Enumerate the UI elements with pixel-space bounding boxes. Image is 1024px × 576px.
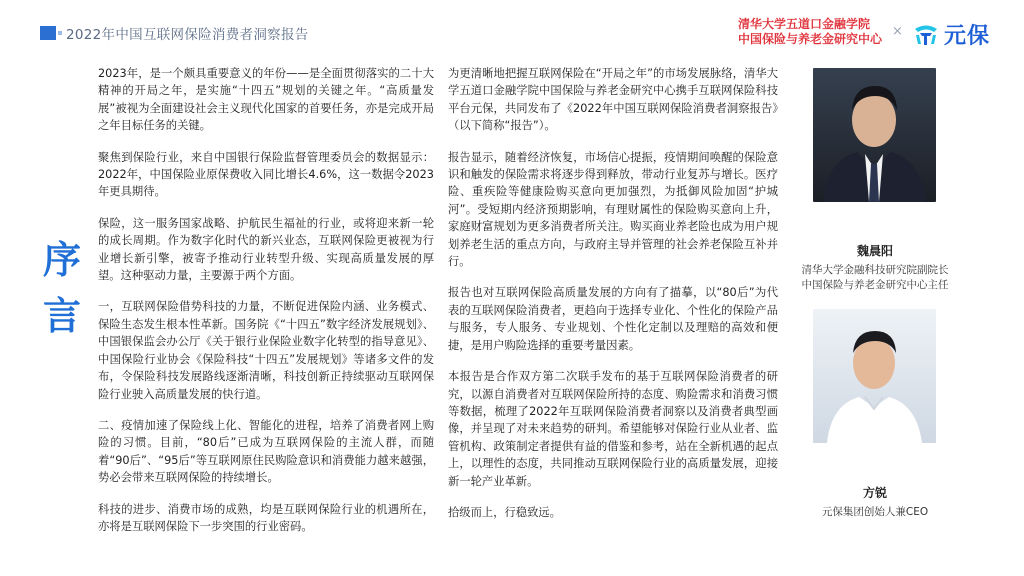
paragraph: 聚焦到保险行业，来自中国银行保险监督管理委员会的数据显示：2022年，中国保险业原保费收入同比增长4.6%，这一数据令2023年更具期待。 <box>98 150 434 199</box>
section-title: 序言 <box>42 238 81 338</box>
author-title-line: 元保集团创始人兼CEO <box>821 506 929 518</box>
paragraph: 报告显示，随着经济恢复，市场信心提振，疫情期间唤醒的保险意识和触发的保险需求将逐步得到释放，带动行业复苏与增长。医疗险、重疾险等健康险购买意向更加强烈，为抵御风险加固“护城河”。受短期内经济预期影响，有理财属性的保险购买意向上升，家庭财富规划为更多消费者所关注。购买商业养老险也成为用户规划养老生活的重点方向，与政府主导并管理的社会养老保险互补并行。 <box>448 150 778 269</box>
paragraph: 保险，这一服务国家战略、护航民生福祉的行业，或将迎来新一轮的成长周期。作为数字化时代的新兴业态，互联网保险更被视为行业增长新引擎，被寄予推动行业转型升级、实现高质量发展的厚望。这种驱动力量，主要源于两个方面。 <box>98 216 434 283</box>
paragraph: 二、疫情加速了保险线上化、智能化的进程，培养了消费者网上购险的习惯。目前，“80后”已成为互联网保险的主流人群，而随着“90后”、“95后”等互联网原住民购险意识和消费能力越来越强，势必会带来互联网保险的持续增长。 <box>98 418 434 485</box>
collaboration-separator: × <box>892 24 903 39</box>
paragraph: 科技的进步、消费市场的成熟，均是互联网保险行业的机遇所在，亦将是互联网保险下一步突围的行业密码。 <box>98 502 434 533</box>
paragraph: 2023年，是一个颇具重要意义的年份——是全面贯彻落实的二十大精神的开局之年，是实施“十四五”规划的关键之年。“高质量发展”被视为全面建设社会主义现代化国家的首要任务，亦是完成开局之年目标任务的关键。 <box>98 67 434 133</box>
person-portrait-icon <box>813 309 936 443</box>
report-title: 2022年中国互联网保险消费者洞察报告 <box>66 27 309 43</box>
author-name-1: 魏晨阳 <box>856 244 893 258</box>
partner-line-1: 清华大学五道口金融学院 <box>738 17 871 31</box>
header-accent-mark <box>40 26 56 40</box>
author-title-1 <box>782 263 968 293</box>
yuanbao-logo-icon <box>912 20 940 48</box>
partner-line-2: 中国保险与养老金研究中心 <box>738 32 883 46</box>
author-photo-1 <box>813 68 936 202</box>
paragraph: 拾级而上，行稳致远。 <box>448 505 561 519</box>
middle-text-column <box>448 65 778 535</box>
left-text-column <box>98 65 434 549</box>
author-title-line: 清华大学金融科技研究院副院长 <box>801 264 949 276</box>
author-title-2 <box>782 505 968 520</box>
author-name-2: 方锐 <box>862 486 887 500</box>
person-portrait-icon <box>813 68 936 202</box>
paragraph: 一，互联网保险借势科技的力量，不断促进保险内涵、业务模式、保险生态发生根本性革新。国务院《“十四五”数字经济发展规划》、中国银保监会办公厅《关于银行业保险业数字化转型的指导意见》、中国保险行业协会《保险科技“十四五”发展规划》等诸多文件的发布，令保险科技发展路线逐渐清晰，科技创新正持续驱动互联网保险行业驶入高质量发展的快行道。 <box>98 300 434 401</box>
partner-institution <box>738 17 898 47</box>
paragraph: 为更清晰地把握互联网保险在“开局之年”的市场发展脉络，清华大学五道口金融学院中国保险与养老金研究中心携手互联网保险科技平台元保，共同发布了《2022年中国互联网保险消费者洞察报告》（以下简称“报告”）。 <box>448 67 778 133</box>
author-title-line: 中国保险与养老金研究中心主任 <box>801 279 949 291</box>
paragraph: 本报告是合作双方第二次联手发布的基于互联网保险消费者的研究，以源自消费者对互联网保险所持的态度、购险需求和消费习惯等数据，梳理了2022年互联网保险消费者洞察以及消费者典型画像，并呈现了对未来趋势的研判。希望能够对保险行业从业者、监管机构、政策制定者提供有益的借鉴和参考，站在全新机遇的起点上，以理性的态度，共同推动互联网保险行业的高质量发展，迎接新一轮产业革新。 <box>448 370 778 488</box>
author-photo-2 <box>813 309 936 443</box>
header-bar <box>0 0 1024 56</box>
paragraph: 报告也对互联网保险高质量发展的方向有了描摹，以“80后”为代表的互联网保险消费者，更趋向于选择专业化、个性化的保险产品与服务，专人服务、专业规划、个性化定制以及理赔的高效和便捷，是用户购险选择的重要考量因素。 <box>448 286 778 352</box>
brand-logo-group <box>912 19 990 49</box>
brand-name: 元保 <box>944 23 991 49</box>
